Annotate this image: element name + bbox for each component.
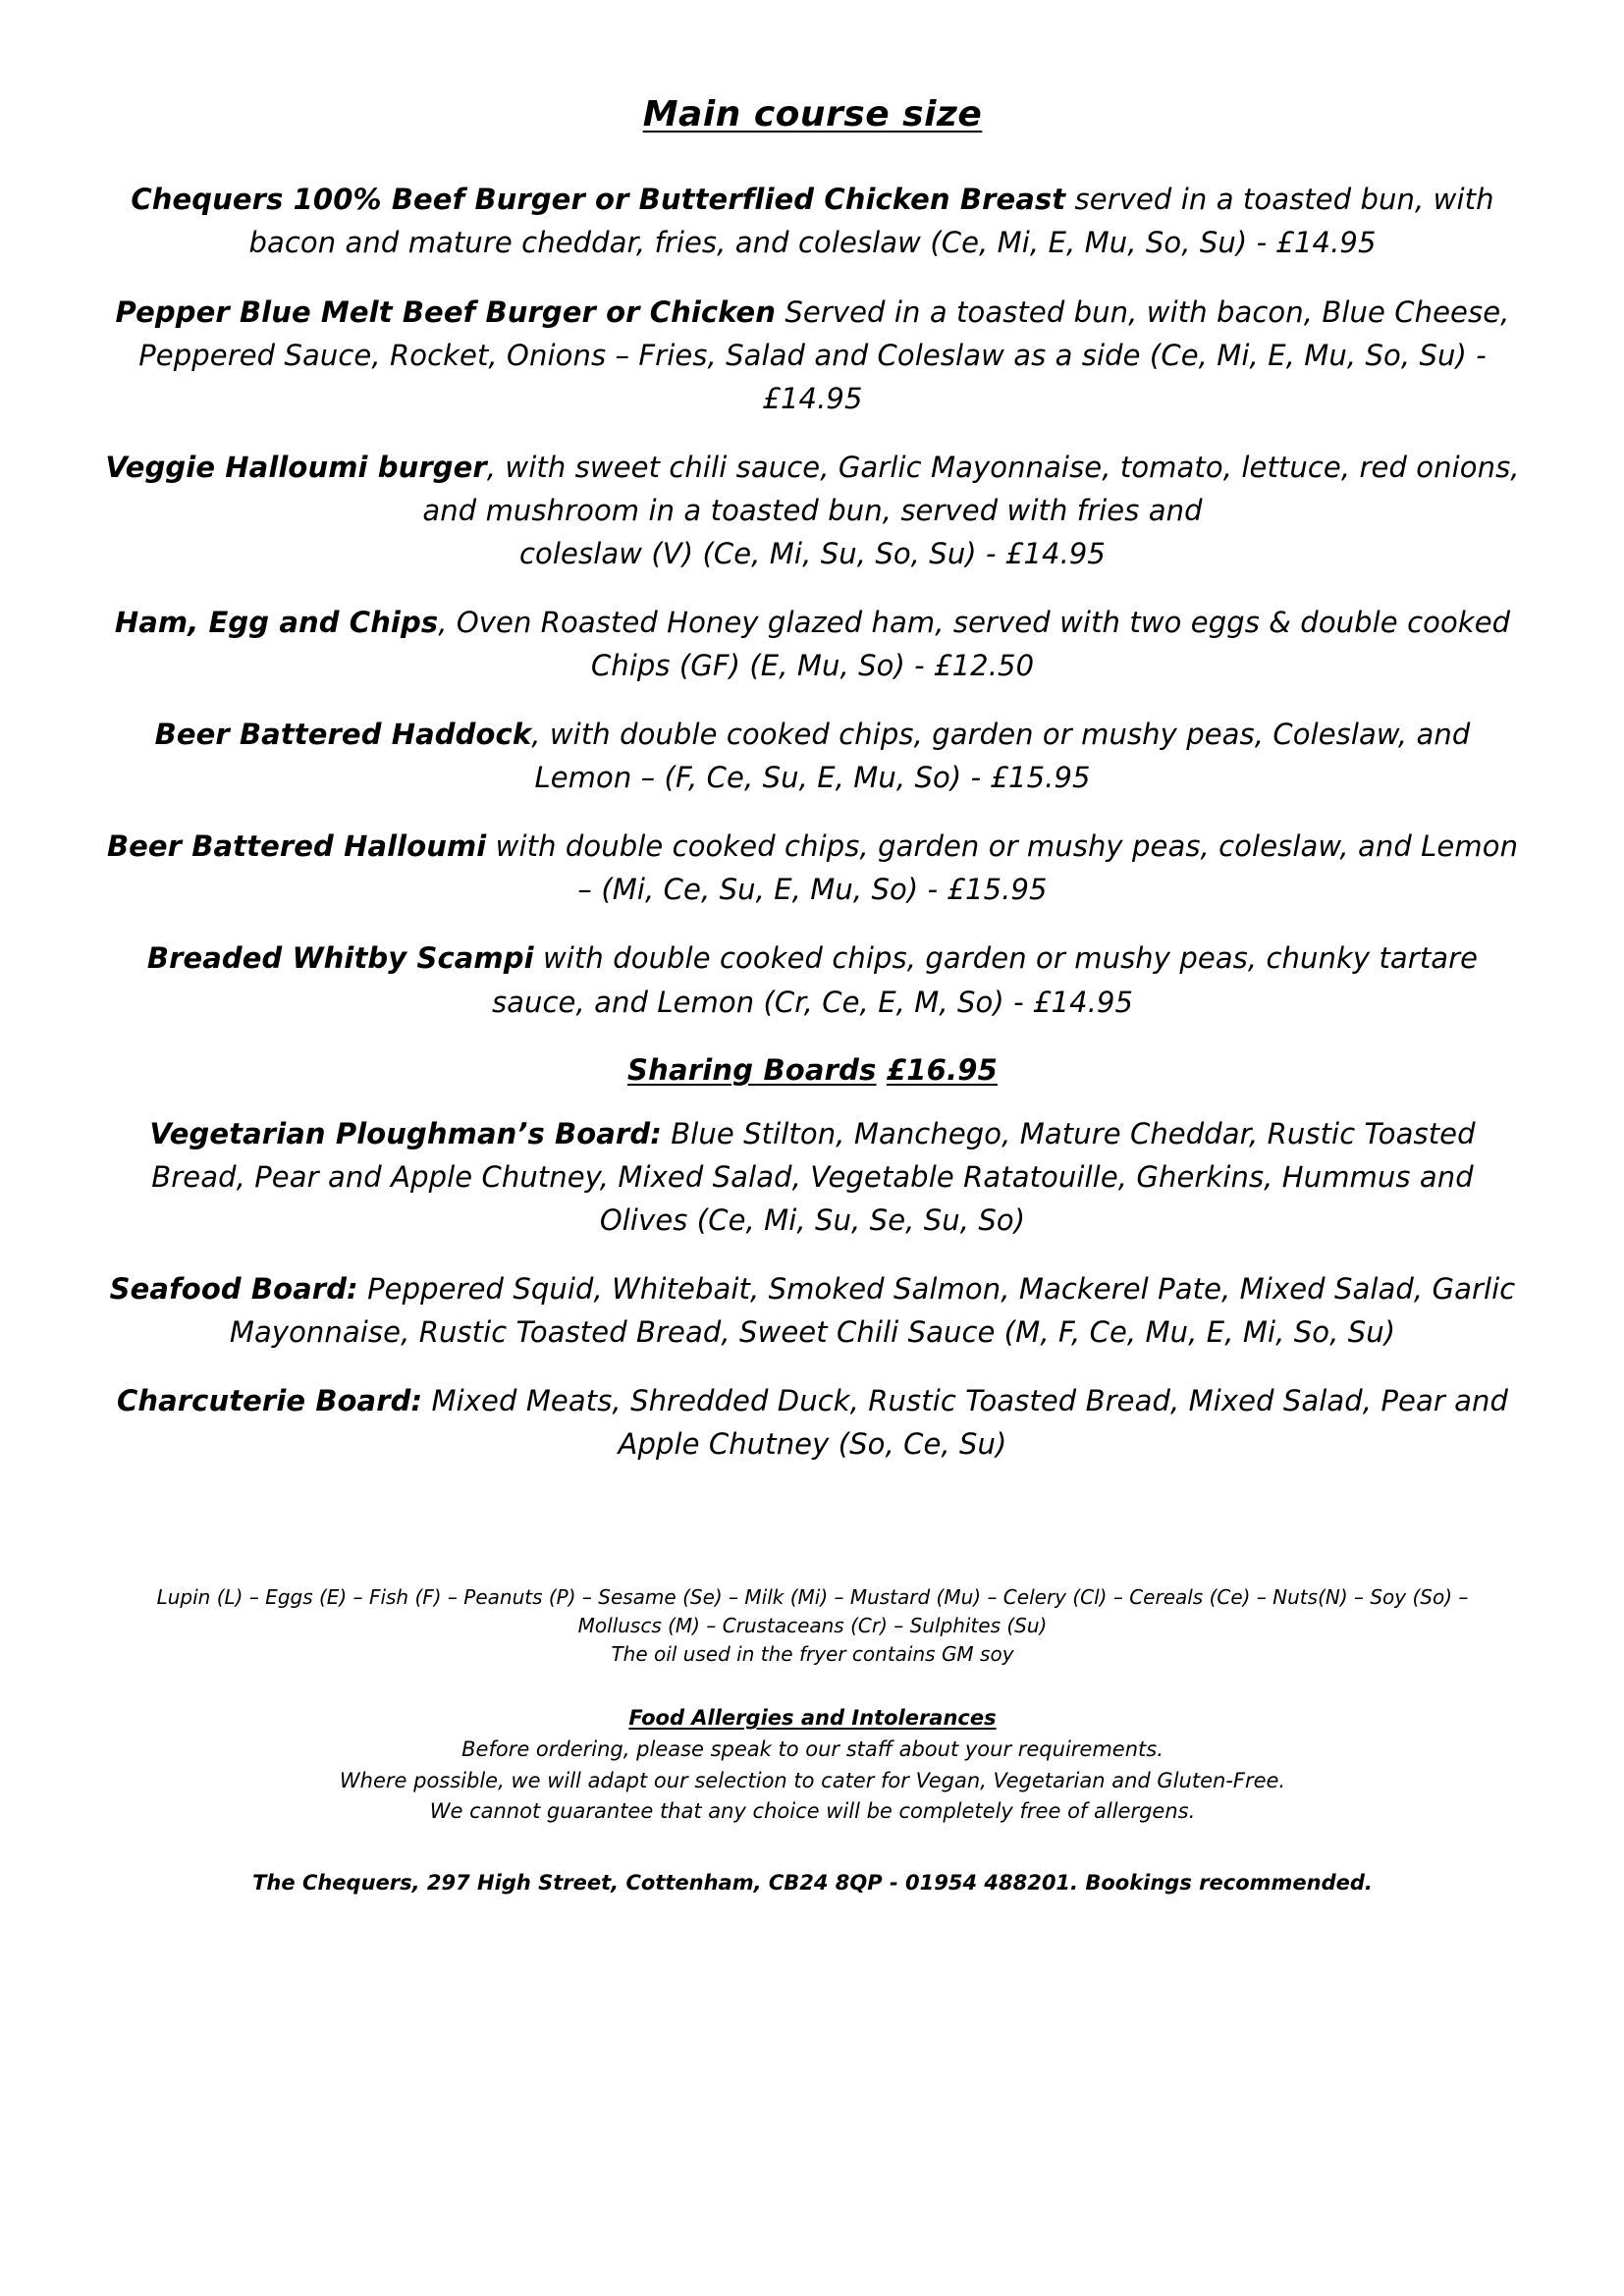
menu-item — [103, 825, 1522, 911]
menu-item — [103, 178, 1522, 264]
food-allergies-line-3: We cannot guarantee that any choice will be completely free of allergens. — [429, 1799, 1196, 1824]
page-title — [103, 0, 1522, 134]
sharing-board-description: Mixed Meats, Shredded Duck, Rustic Toasted Bread, Mixed Salad, Pear and Apple Chutney (So, Ce, Su) — [422, 1384, 1509, 1462]
food-allergies-line-2: Where possible, we will adapt our selection to cater for Vegan, Vegetarian and Gluten-Free. — [339, 1768, 1286, 1792]
sharing-boards-heading-price: £16.95 — [886, 1052, 998, 1087]
menu-item-name: Breaded Whitby Scampi — [146, 941, 534, 976]
food-allergies-block — [103, 1706, 1522, 1828]
menu-item — [103, 291, 1522, 420]
menu-item-name: Veggie Halloumi burger — [105, 450, 487, 484]
menu-item — [103, 601, 1522, 687]
menu-item-name: Ham, Egg and Chips — [114, 606, 439, 640]
menu-item — [103, 936, 1522, 1023]
menu-item-name: Beer Battered Haddock — [154, 718, 532, 752]
menu-item-description: , with double cooked chips, garden or mushy peas, Coleslaw, and Lemon – (F, Ce, Su, E, Mu, So) - £15.95 — [531, 718, 1471, 795]
sharing-board-description: Blue Stilton, Manchego, Mature Cheddar, Rustic Toasted Bread, Pear and Apple Chutney, Mixed Salad, Vegetable Ratatouille, Gherkins, Hummus and Olives (Ce, Mi, Su, Se, Su, So) — [151, 1116, 1476, 1237]
menu-item-description-line2: coleslaw (V) (Ce, Mi, Su, So, Su) - £14.95 — [519, 536, 1106, 570]
menu-item-description: served in a toasted bun, with bacon and mature cheddar, fries, and coleslaw (Ce, Mi, E, Mu, So, Su) - £14.95 — [248, 183, 1494, 260]
menu-item-description: , with sweet chili sauce, Garlic Mayonnaise, tomato, lettuce, red onions, and mushroom in a toasted bun, served with fries and — [422, 450, 1520, 527]
allergen-key-line-2: Molluscs (M) – Crustaceans (Cr) – Sulphites (Su) — [577, 1614, 1048, 1638]
allergen-key-line-1: Lupin (L) – Eggs (E) – Fish (F) – Peanuts (P) – Sesame (Se) – Milk (Mi) – Mustard (Mu) – Celery (Cl) – Cereals (Ce) – Nuts(N) – Soy (So) – — [156, 1585, 1469, 1610]
main-courses-list — [103, 178, 1522, 1023]
food-allergies-title-text: Food Allergies and Intolerances — [628, 1706, 997, 1731]
sharing-board-item — [103, 1379, 1522, 1466]
menu-item — [103, 446, 1522, 575]
menu-item-description: with double cooked chips, garden or mushy peas, chunky tartare sauce, and Lemon (Cr, Ce, E, M, So) - £14.95 — [491, 941, 1479, 1019]
footer — [103, 1583, 1522, 1895]
sharing-board-description: Peppered Squid, Whitebait, Smoked Salmon, Mackerel Pate, Mixed Salad, Garlic Mayonnaise, Rustic Toasted Bread, Sweet Chili Sauce (M, F, Ce, Mu, E, Mi, So, Su) — [229, 1271, 1516, 1349]
sharing-board-name: Vegetarian Ploughman’s Board: — [149, 1116, 662, 1150]
sharing-board-item — [103, 1267, 1522, 1354]
page-title-text: Main course size — [642, 94, 983, 134]
food-allergies-line-1: Before ordering, please speak to our staff about your requirements. — [461, 1737, 1164, 1762]
sharing-board-name: Seafood Board: — [109, 1271, 358, 1306]
sharing-board-name: Charcuterie Board: — [116, 1384, 423, 1418]
venue-contact-line: The Chequers, 297 High Street, Cottenham, CB24 8QP - 01954 488201. Bookings recommended. — [252, 1870, 1373, 1895]
fryer-oil-note: The oil used in the fryer contains GM soy — [611, 1642, 1014, 1667]
menu-item-name: Pepper Blue Melt Beef Burger or Chicken — [115, 294, 777, 329]
menu-item — [103, 713, 1522, 799]
menu-item-name: Beer Battered Halloumi — [106, 829, 487, 864]
sharing-boards-list — [103, 1112, 1522, 1467]
menu-item-name: Chequers 100% Beef Burger or Butterflied Chicken Breast — [131, 183, 1066, 217]
food-allergies-title — [103, 1706, 1522, 1730]
sharing-boards-heading-label: Sharing Boards — [627, 1052, 877, 1087]
menu-item-description: Served in a toasted bun, with bacon, Blue Cheese, Peppered Sauce, Rocket, Onions – Fries, Salad and Coleslaw as a side (Ce, Mi, E, Mu, So, Su) - £14.95 — [138, 294, 1510, 415]
menu-item-description: with double cooked chips, garden or mushy peas, coleslaw, and Lemon – (Mi, Ce, Su, E, Mu, So) - £15.95 — [486, 829, 1519, 907]
menu-content — [103, 0, 1522, 1915]
menu-item-description: , Oven Roasted Honey glazed ham, served with two eggs & double cooked Chips (GF) (E, Mu, So) - £12.50 — [438, 606, 1511, 683]
sharing-board-item — [103, 1112, 1522, 1242]
sharing-boards-heading — [103, 1024, 1522, 1087]
